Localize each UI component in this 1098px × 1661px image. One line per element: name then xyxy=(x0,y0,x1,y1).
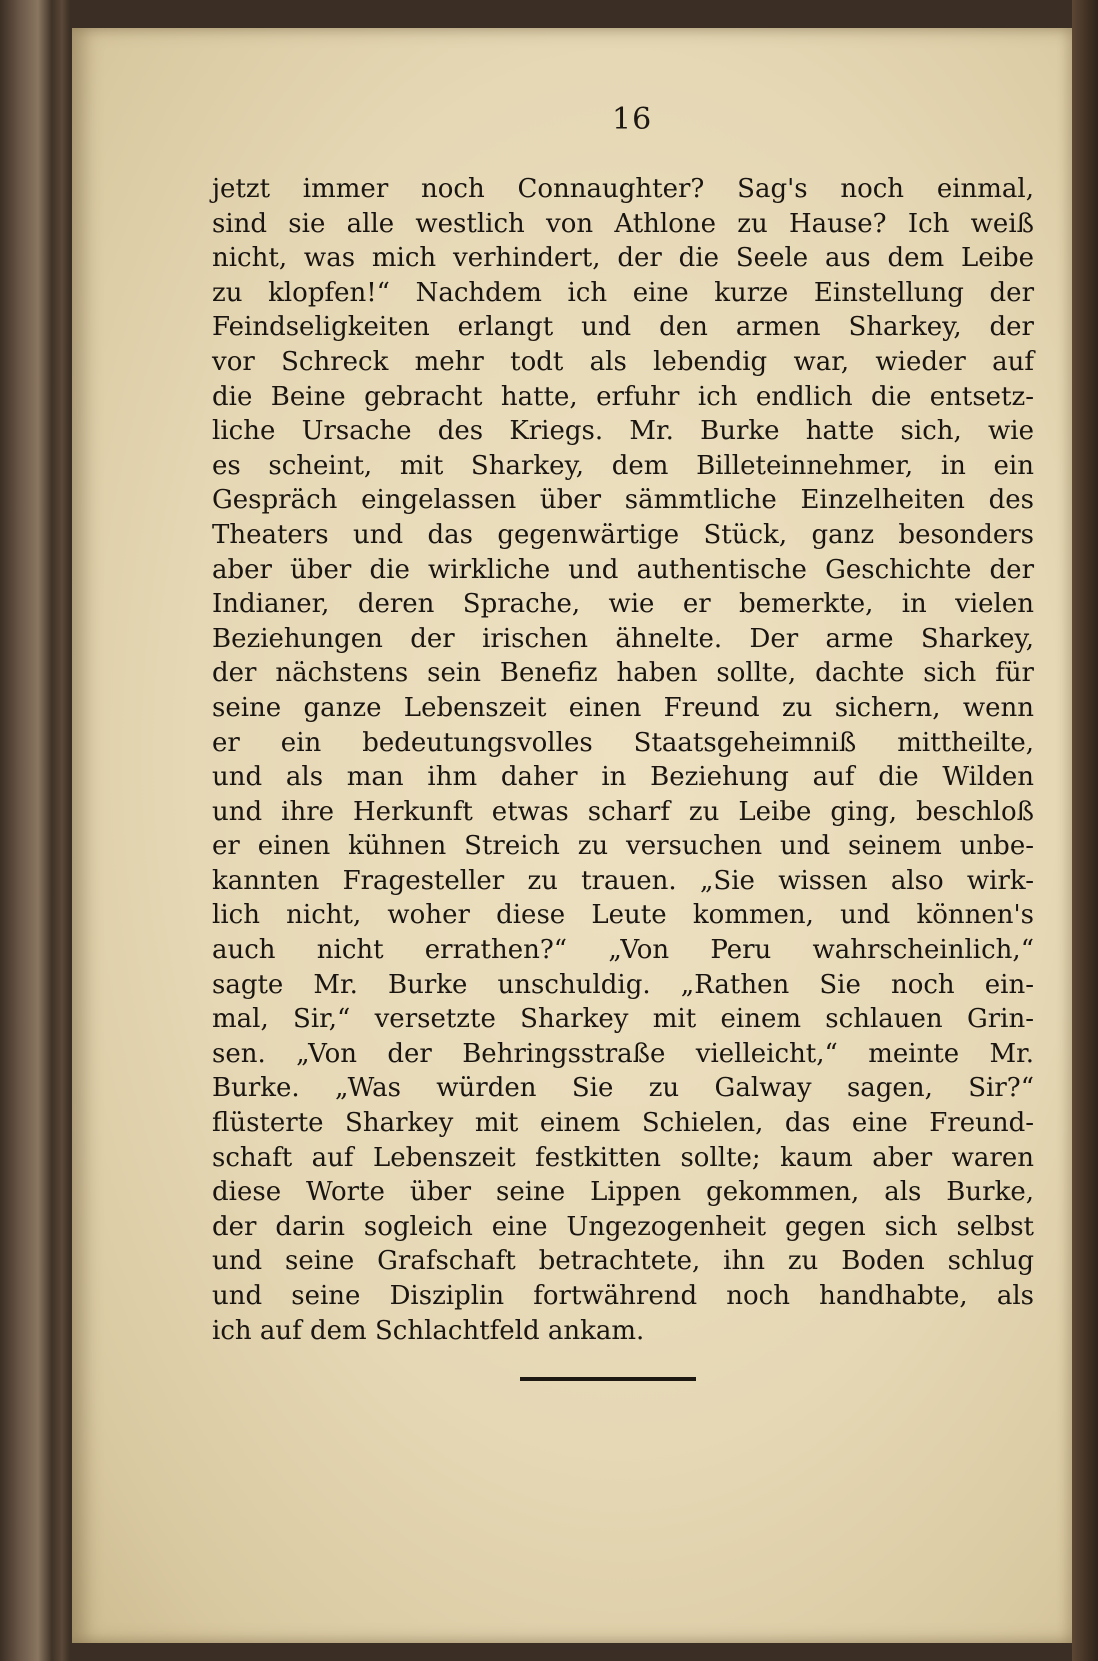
text-line: mal, Sir,“ versetzte Sharkey mit einem schlauen Grin- xyxy=(212,1004,1034,1035)
text-line: liche Ursache des Kriegs. Mr. Burke hatte sich, wie xyxy=(212,416,1034,447)
text-line: er ein bedeutungsvolles Staatsgeheimniß mittheilte, xyxy=(212,727,1034,758)
section-divider xyxy=(520,1377,696,1381)
text-line: Theaters und das gegenwärtige Stück, ganz besonders xyxy=(212,519,1034,550)
text-line: sagte Mr. Burke unschuldig. „Rathen Sie noch ein- xyxy=(212,969,1034,1000)
text-line: er einen kühnen Streich zu versuchen und seinem unbe- xyxy=(212,831,1034,862)
text-line: und ihre Herkunft etwas scharf zu Leibe ging, beschloß xyxy=(212,796,1034,827)
text-line: auch nicht errathen?“ „Von Peru wahrscheinlich,“ xyxy=(212,935,1034,966)
text-line: ich auf dem Schlachtfeld ankam. xyxy=(212,1315,645,1346)
body-text xyxy=(212,172,1034,1348)
text-line: aber über die wirkliche und authentische Geschichte der xyxy=(212,554,1034,585)
page-number: 16 xyxy=(612,102,653,137)
text-line: der darin sogleich eine Ungezogenheit gegen sich selbst xyxy=(212,1211,1034,1242)
page-edge xyxy=(1072,0,1098,1661)
text-line: die Beine gebracht hatte, erfuhr ich endlich die entsetz- xyxy=(212,381,1034,412)
text-line: Gespräch eingelassen über sämmtliche Einzelheiten des xyxy=(212,485,1034,516)
text-line: es scheint, mit Sharkey, dem Billeteinnehmer, in ein xyxy=(212,450,1034,481)
text-line: und seine Disziplin fortwährend noch handhabte, als xyxy=(212,1281,1034,1311)
text-line: flüsterte Sharkey mit einem Schielen, das eine Freund- xyxy=(212,1108,1034,1139)
text-line: nicht, was mich verhindert, der die Seele aus dem Leibe xyxy=(212,243,1034,274)
text-line: jetzt immer noch Connaughter? Sag's noch einmal, xyxy=(212,174,1034,204)
text-line: Beziehungen der irischen ähnelte. Der arme Sharkey, xyxy=(212,623,1034,654)
text-line: schaft auf Lebenszeit festkitten sollte; kaum aber waren xyxy=(212,1142,1034,1173)
text-line: lich nicht, woher diese Leute kommen, und können's xyxy=(212,900,1034,931)
text-line: und als man ihm daher in Beziehung auf die Wilden xyxy=(212,762,1034,793)
text-line: sind sie alle westlich von Athlone zu Hause? Ich weiß xyxy=(212,208,1034,239)
text-line: sen. „Von der Behringsstraße vielleicht,“ meinte Mr. xyxy=(212,1038,1034,1069)
text-line: zu klopfen!“ Nachdem ich eine kurze Einstellung der xyxy=(212,277,1034,308)
text-line: seine ganze Lebenszeit einen Freund zu sichern, wenn xyxy=(212,692,1034,723)
text-line: kannten Fragesteller zu trauen. „Sie wissen also wirk- xyxy=(212,865,1034,896)
text-line: der nächstens sein Benefiz haben sollte, dachte sich für xyxy=(212,658,1034,689)
text-line: Indianer, deren Sprache, wie er bemerkte, in vielen xyxy=(212,589,1034,620)
text-line: vor Schreck mehr todt als lebendig war, wieder auf xyxy=(212,346,1034,377)
text-line: Burke. „Was würden Sie zu Galway sagen, Sir?“ xyxy=(212,1073,1034,1104)
text-line: diese Worte über seine Lippen gekommen, als Burke, xyxy=(212,1177,1034,1208)
text-line: Feindseligkeiten erlangt und den armen Sharkey, der xyxy=(212,312,1034,343)
text-line: und seine Grafschaft betrachtete, ihn zu Boden schlug xyxy=(212,1246,1034,1277)
